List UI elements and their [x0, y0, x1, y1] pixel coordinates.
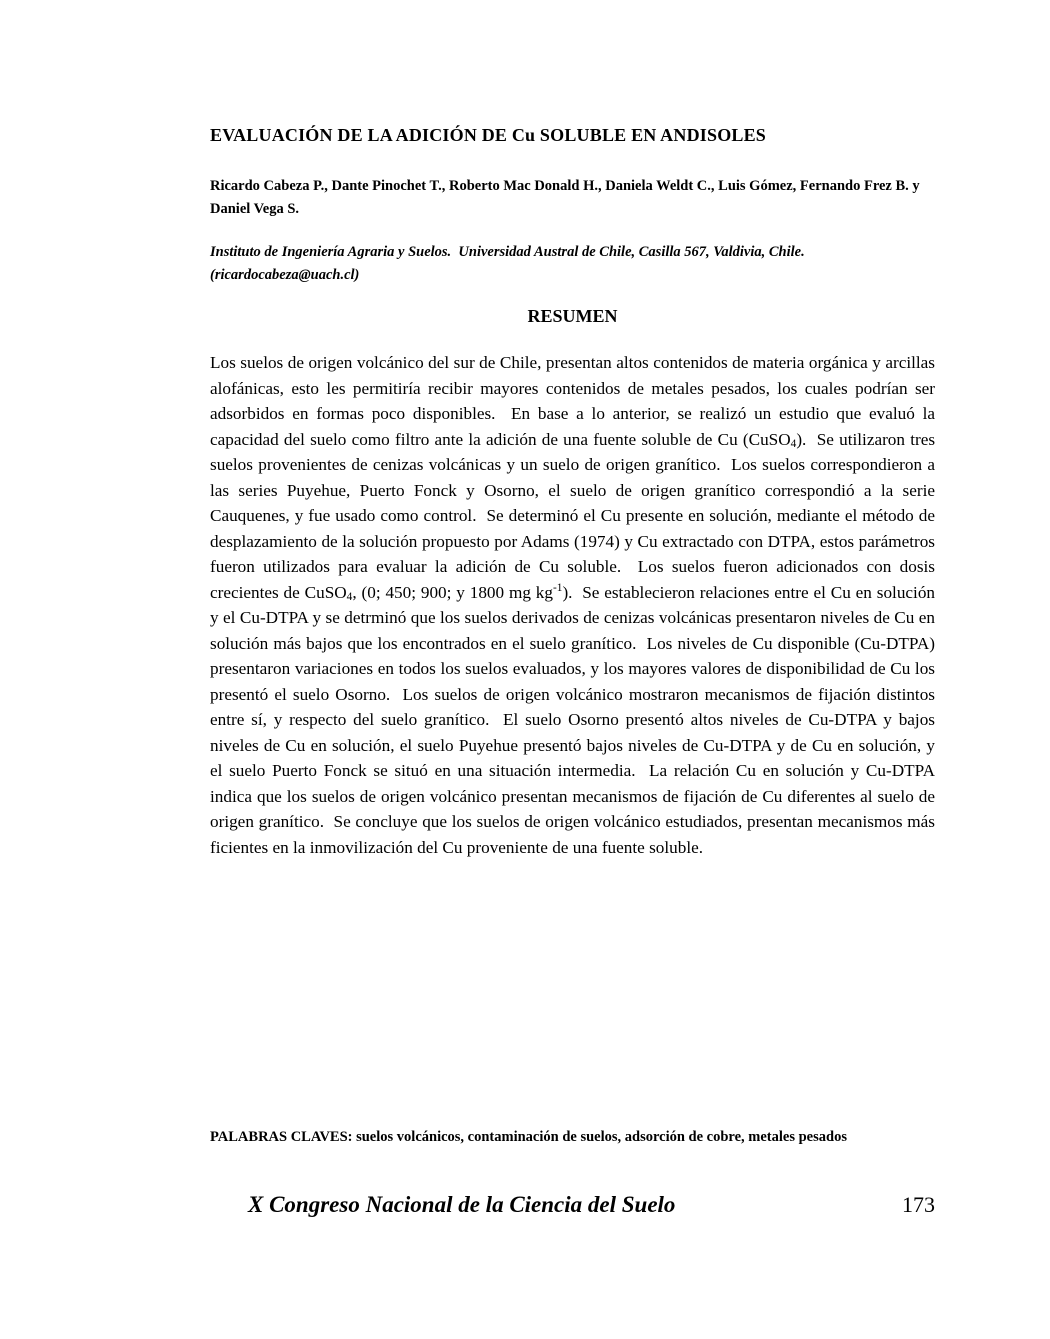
abstract-section-heading: RESUMEN: [527, 306, 618, 326]
affiliation-line: Instituto de Ingeniería Agraria y Suelos. Universidad Austral de Chile, Casilla 567, Valdivia, Chile. (ricardocabeza@uach.cl): [210, 244, 809, 283]
page-title: EVALUACIÓN DE LA ADICIÓN DE Cu SOLUBLE EN ANDISOLES: [210, 125, 767, 145]
abstract-paragraph: Los suelos de origen volcánico del sur de Chile, presentan altos contenidos de materia orgánica y arcillas alofánicas, esto les permitiría recibir mayores contenidos de metales pesados, los cuales podrían ser adsorbidos en formas poco disponibles. En base a lo anterior, se realizó un estudio que evaluó la capacidad del suelo como filtro ante la adición de una fuente soluble de Cu (CuSO$_4$). Se utilizaron tres suelos provenientes de cenizas volcánicas y un suelo de origen granítico. Los suelos correspondieron a las series Puyehue, Puerto Fonck y Osorno, el suelo de origen granítico correspondió a la serie Cauquenes, y fue usado como control. Se determinó el Cu presente en solución, mediante el método de desplazamiento de la solución propuesto por Adams (1974) y Cu extractado con DTPA, estos parámetros fueron utilizados para evaluar la adición de Cu soluble. Los suelos fueron adicionados con dosis crecientes de CuSO$_4$, (0; 450; 900; y 1800 mg $kg^{-1}$). Se establecieron relaciones entre el Cu en solución y el Cu-DTPA y se detrminó que los suelos derivados de cenizas volcánicas presentaron niveles de Cu en solución más bajos que los encontrados en el suelo granítico. Los niveles de Cu disponible (Cu-DTPA) presentaron variaciones en todos los suelos evaluados, y los mayores valores de disponibilidad de Cu los presentó el suelo Osorno. Los suelos de origen volcánico mostraron mecanismos de fijación distintos entre sí, y respecto del suelo granítico. El suelo Osorno presentó altos niveles de Cu-DTPA y bajos niveles de Cu en solución, el suelo Puyehue presentó bajos niveles de Cu-DTPA y de Cu en solución, y el suelo Puerto Fonck se situó en una situación intermedia. La relación Cu en solución y Cu-DTPA indica que los suelos de origen volcánico presentan mecanismos de fijación de Cu diferentes al suelo de origen granítico. Se concluye que los suelos de origen volcánico estudiados, presentan mecanismos más ficientes en la inmovilización del Cu proveniente de una fuente soluble.: [210, 353, 940, 857]
keywords-line: PALABRAS CLAVES: suelos volcánicos, contaminación de suelos, adsorción de cobre, metales pesados: [210, 1129, 847, 1145]
page-number: 173: [902, 1192, 935, 1217]
footer-conference-title: X Congreso Nacional de la Ciencia del Suelo: [248, 1192, 676, 1217]
authors-line: Ricardo Cabeza P., Dante Pinochet T., Roberto Mac Donald H., Daniela Weldt C., Luis Gómez, Fernando Frez B. y Daniel Vega S.: [210, 178, 924, 217]
page-footer: [210, 1192, 935, 1218]
